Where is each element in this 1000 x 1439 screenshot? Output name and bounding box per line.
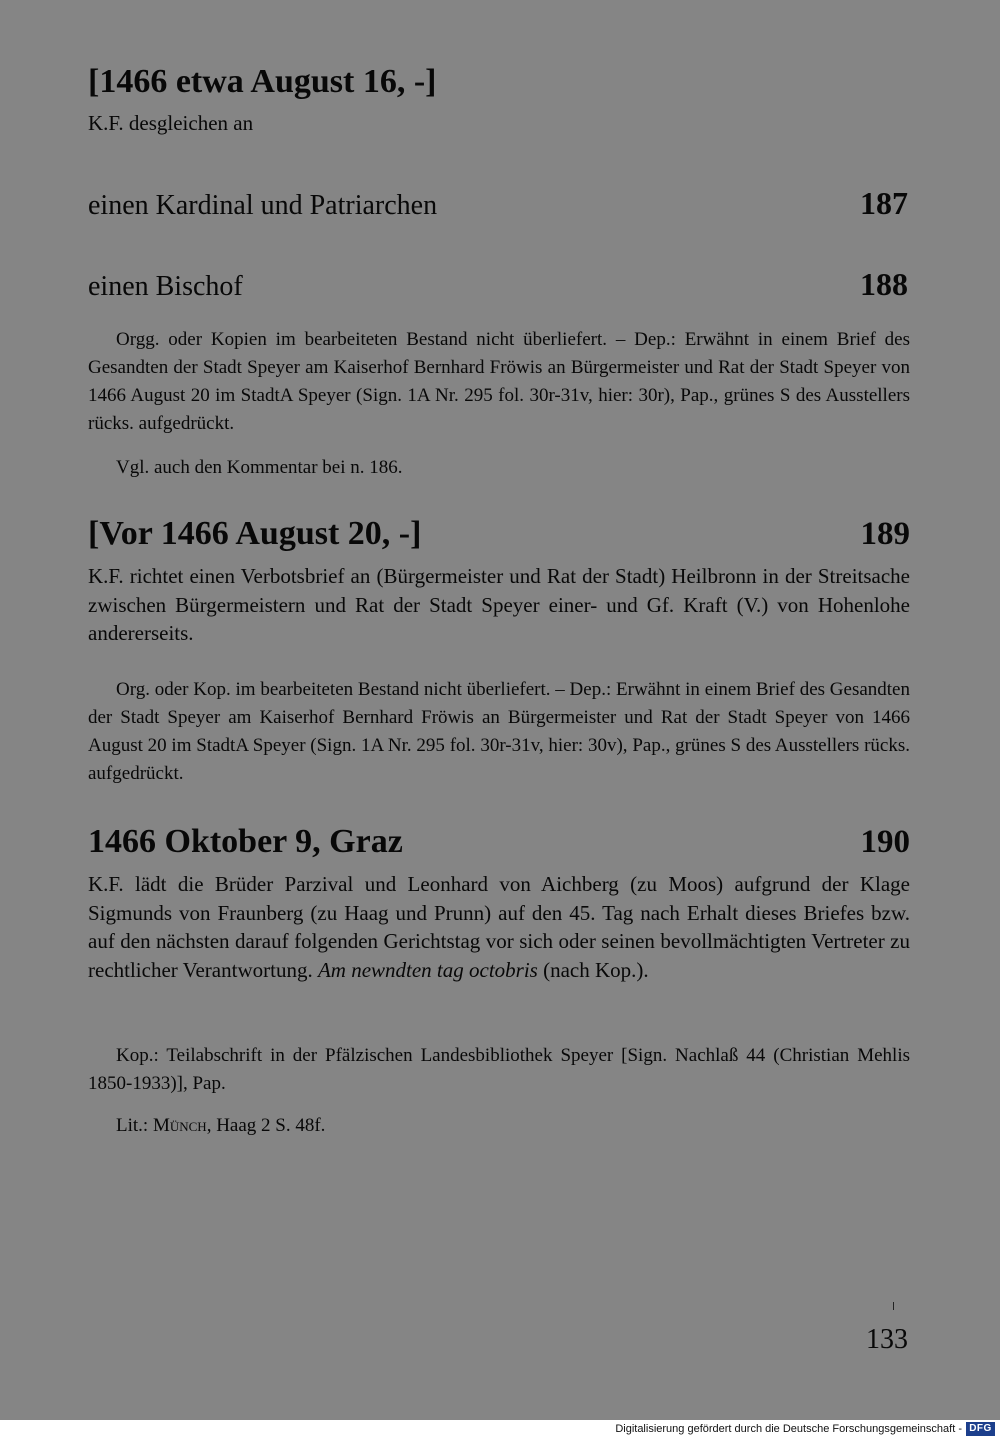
- entry-190-note: [88, 1042, 910, 1098]
- entry-190-date: 1466 Oktober 9, Graz: [88, 823, 403, 860]
- entry-188-reference: [88, 454, 910, 482]
- entry-190-note-text: Kop.: Teilabschrift in der Pfälzischen Landesbibliothek Speyer [Sign. Nachlaß 44 (Christian Mehlis 1850-1933)], Pap.: [88, 1045, 910, 1094]
- entry-188-note-text: Orgg. oder Kopien im bearbeiteten Bestand nicht überliefert. – Dep.: Erwähnt in einem Brief des Gesandten der Stadt Speyer am Kaiserhof Bernhard Fröwis an Bürgermeister und Rat der Stadt Speyer von 1466 August 20 im StadtA Speyer (Sign. 1A Nr. 295 fol. 30r-31v, hier: 30r), Pap., grünes S des Ausstellers rücks. aufgedrückt.: [88, 329, 910, 434]
- entry-188-note: [88, 326, 910, 438]
- entry-189-number: 189: [860, 516, 910, 552]
- entry-187-text: einen Kardinal und Patriarchen: [88, 190, 438, 221]
- footer-bar: [0, 1420, 1000, 1439]
- entry-188-text: einen Bischof: [88, 271, 243, 302]
- entry-190-body-source: (nach Kop.).: [543, 957, 649, 982]
- entry-188-number: 188: [860, 266, 908, 302]
- entry-187-line: [88, 186, 908, 223]
- entry-190-number: 190: [860, 824, 910, 860]
- margin-mark: [893, 1302, 894, 1310]
- entry-190-body-text: K.F. lädt die Brüder Parzival und Leonhard von Aichberg (zu Moos) aufgrund der Klage Sigmunds von Fraunberg (zu Haag und Prunn) auf den 45. Tag nach Erhalt dieses Briefes bzw. auf den nächsten darauf folgenden Gerichtstag vor sich oder seinen bevollmächtigten Vertreter zu rechtlicher Verantwortung.: [88, 872, 910, 982]
- entry-190-lit-prefix: Lit.:: [116, 1115, 149, 1136]
- entry-186-intro: K.F. desgleichen an: [88, 111, 254, 135]
- entry-186-heading: [88, 62, 910, 102]
- entry-187-number: 187: [860, 185, 908, 221]
- entry-190-body: [88, 870, 910, 984]
- entry-189-note: [88, 676, 910, 788]
- entry-189-heading: [88, 514, 910, 554]
- entry-190-literature: [88, 1112, 910, 1140]
- dfg-logo-icon: DFG: [966, 1422, 995, 1436]
- entry-190-heading: [88, 822, 910, 862]
- footer-credit: Digitalisierung gefördert durch die Deutsche Forschungsgemeinschaft -: [615, 1423, 962, 1435]
- entry-189-note-text: Org. oder Kop. im bearbeiteten Bestand nicht überliefert. – Dep.: Erwähnt in einem Brief des Gesandten der Stadt Speyer am Kaiserhof Bernhard Fröwis an Bürgermeister und Rat der Stadt Speyer von 1466 August 20 im StadtA Speyer (Sign. 1A Nr. 295 fol. 30r-31v, hier: 30v), Pap., grünes S des Ausstellers rücks. aufgedrückt.: [88, 679, 910, 784]
- entry-189-body: [88, 562, 910, 648]
- entry-190-lit-rest: , Haag 2 S. 48f.: [206, 1115, 326, 1136]
- page-number: 133: [866, 1324, 908, 1355]
- entry-188-reference-text: Vgl. auch den Kommentar bei n. 186.: [116, 457, 403, 478]
- entry-186-date: [1466 etwa August 16, -]: [88, 63, 437, 100]
- entry-190-date-quote: Am newndten tag octobris: [317, 957, 538, 982]
- entry-188-line: [88, 267, 908, 304]
- entry-189-body-text: K.F. richtet einen Verbotsbrief an (Bürgermeister und Rat der Stadt) Heilbronn in der Streitsache zwischen Bürgermeistern und Rat der Stadt Speyer einer- und Gf. Kraft (V.) von Hohenlohe andererseits.: [88, 564, 910, 645]
- entry-190-lit-author: Münch: [152, 1115, 207, 1136]
- entry-189-date: [Vor 1466 August 20, -]: [88, 515, 422, 552]
